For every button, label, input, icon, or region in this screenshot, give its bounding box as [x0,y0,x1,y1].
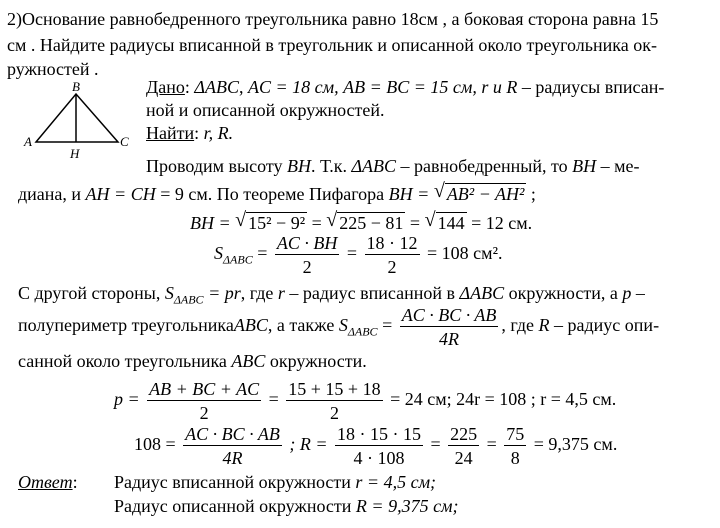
answer-line-1: Радиус вписанной окружности r = 4,5 см; [114,472,437,492]
other-side-line-3: санной около треугольника ABC окружности. [18,351,367,371]
given-label: Дано [146,77,185,97]
sqrt-ab-ah: √ AB² − AH² [433,180,525,204]
problem-line-2: см . Найдите радиусы вписанной в треугольник и описанной около треугольника ок- [7,35,657,55]
triangle-figure [18,80,138,162]
solution-line-2: диана, и AH = CH = 9 см. По теореме Пифагора BH = √ AB² − AH² ; [18,180,536,204]
given-line-1: Дано: ΔABC, AC = 18 см, AB = BC = 15 см, r и R – радиусы вписан- [146,77,665,97]
circumradius-formula: 108 = $\frac{AC \cdot BC \cdot AB}{4R}$ ; R = $\frac{18 \cdot 15 \cdot 15}{4 \cdot 108}$ = $\frac{225}{24}$ = $\frac{75}{8}$ = 9,375 см. [134,424,618,468]
vertex-label-b: B [72,80,80,94]
solution-line-1: Проводим высоту BH. Т.к. ΔABC – равнобедренный, то BH – ме- [146,156,640,176]
given-rest-1: – радиусы вписан- [521,77,665,97]
find-value: r, R. [203,123,234,143]
area-formula: $S_{\Delta ABC}$ = $\frac{AC \cdot BH}{2}$ = $\frac{18 \cdot 12}{2}$ = 108 см². [214,233,503,277]
answer-line-2: Радиус описанной окружности R = 9,375 см; [114,496,459,516]
find-line: Найти: r, R. [146,123,234,143]
given-abbc: AB = BC = 15 см, [343,77,477,97]
other-side-line-1: С другой стороны, $S_{\Delta ABC}$ = pr, где r – радиус вписанной в ΔABC окружности, а p – [18,283,645,307]
answer-label: Ответ: [18,472,78,492]
problem-line-3: ружностей . [7,59,99,79]
semiperimeter-formula: p = $\frac{AB + BC + AC}{2}$ = $\frac{15 + 15 + 18}{2}$ = 24 см; 24r = 108 ; r = 4,5 см. [114,379,617,423]
other-side-line-2: полупериметр треугольникаABC, а также $S_{\Delta ABC}$ = $\frac{AC \cdot BC \cdot AB}{4R}$ , где R – радиус опи- [18,305,660,349]
vertex-label-a: A [24,134,32,149]
given-triangle: ΔABC [194,77,239,97]
given-line-2: ной и описанной окружностей. [146,100,385,120]
bh-computation: BH = √ 15² − 9² = √ 225 − 81 = √ 144 = 12 см. [190,209,533,233]
given-r-and-R: r и R [481,77,518,97]
vertex-label-h: H [70,146,80,161]
find-label: Найти [146,123,195,143]
vertex-label-c: C [120,134,129,149]
problem-line-1: 2)Основание равнобедренного треугольника равно 18см , а боковая сторона равна 15 [7,9,659,29]
given-ac: AC = 18 см, [247,77,339,97]
